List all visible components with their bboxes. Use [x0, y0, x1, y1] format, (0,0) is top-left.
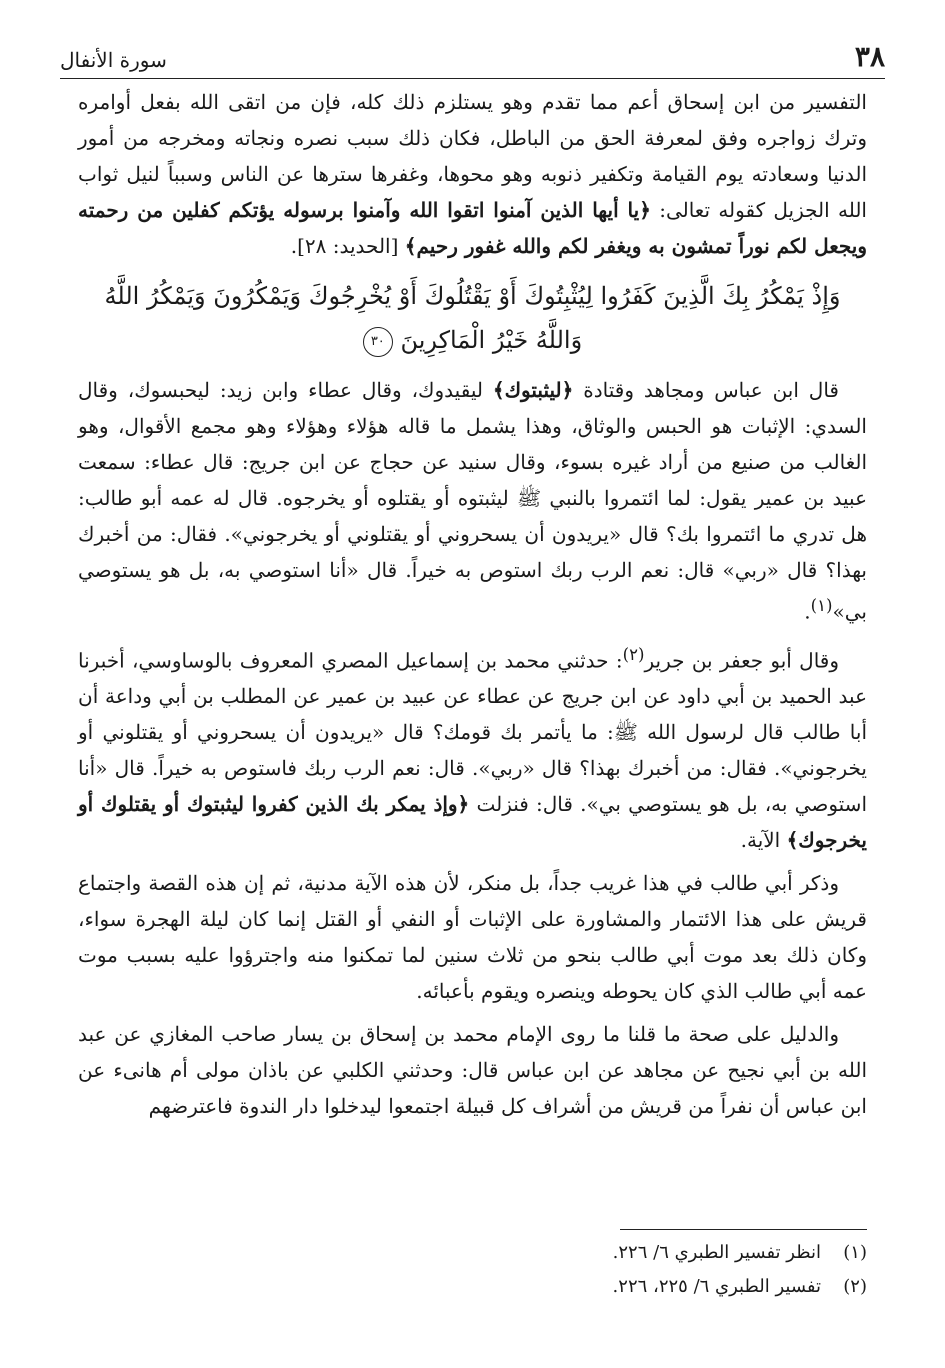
footnote-number: (١): [843, 1242, 867, 1263]
paragraph-3-end: الآية.: [740, 828, 787, 853]
paragraph-1: [78, 84, 867, 264]
quran-verse: [78, 274, 867, 362]
footnote-text: انظر تفسير الطبري ٦/ ٢٢٦.: [612, 1242, 821, 1263]
quran-quote: ﴿يا أيها الذين آمنوا اتقوا الله وآمنوا برسوله يؤتكم كفلين من رحمته ويجعل لكم نوراً تمشون به ويغفر لكم والله غفور رحيم﴾: [78, 198, 867, 258]
main-text: [78, 84, 867, 1131]
footnote-ref-2: (٢): [622, 644, 645, 664]
footnote-text: تفسير الطبري ٦/ ٢٢٥، ٢٢٦.: [612, 1276, 821, 1297]
surah-title: سورة الأنفال: [60, 48, 167, 72]
paragraph-4: وذكر أبي طالب في هذا غريب جداً، بل منكر، لأن هذه الآية مدنية، ثم إن هذه القصة واجتماع قريش على هذا الائتمار والمشاورة على الإثبات أو النفي أو القتل إنما كان ليلة الهجرة سواء، وكان ذلك بعد موت أبي طالب بنحو من ثلاث سنين لما تمكنوا منه واجترؤوا عليه بسبب موت عمه أبي طالب الذي كان يحوطه وينصره ويقوم بأعبائه.: [78, 871, 867, 1004]
footnote-item: [78, 1236, 867, 1270]
paragraph-5: والدليل على صحة ما قلنا ما روى الإمام محمد بن إسحاق بن يسار صاحب المغازي عن عبد الله بن أبي نجيح عن مجاهد عن ابن عباس قال: وحدثني الكلبي عن باذان مولى أم هانىء عن ابن عباس أن نفراً من قريش من أشراف كل قبيلة اجتمعوا ليدخلوا دار الندوة فاعترضهم: [78, 1022, 867, 1119]
quran-reference: [الحديد: ٢٨].: [290, 234, 405, 258]
footnotes: [78, 1236, 867, 1304]
quran-quote: ﴿وإذ يمكر بك الذين كفروا ليثبتوك أو يقتلوك أو يخرجوك﴾: [78, 792, 867, 853]
footnote-ref-1: (١): [810, 596, 833, 615]
verse-number-marker: ٣٠: [363, 327, 393, 357]
paragraph-2-end: .: [804, 599, 811, 624]
paragraph-2: [78, 372, 867, 630]
paragraph-3-text-a: وقال أبو جعفر بن جرير: [644, 648, 840, 673]
paragraph-1-text: التفسير من ابن إسحاق أعم مما تقدم وهو يستلزم ذلك كله، فإن من اتقى الله بفعل أوامره وترك زواجره وفق لمعرفة الحق من الباطل، فكان ذلك سبب نصره ونجاته ومخرجه من أمور الدنيا وسعادته يوم القيامة وتكفير ذنوبه وهو محوها، وغفرها سترها عن الناس وسبباً لنيل ثواب الله الجزيل كقوله تعالى:: [78, 90, 867, 222]
paragraph-3-text-b: : حدثني محمد بن إسماعيل المصري المعروف بالوساوسي، أخبرنا عبد الحميد بن أبي داود عن ابن جريج عن عطاء عن عبيد بن عمير عن المطلب بن أبي وداعة أن أبا طالب قال لرسول الله ﷺ: ما يأتمر بك قومك؟ قال «يريدون أن يسحروني أو يقتلوني أو يخرجوني». فقال: من أخبرك بهذا؟ قال «ربي». قال: نعم الرب ربك فاستوص به خيراً. قال «أنا استوصي به، بل هو يستوصي بي». قال: فنزلت: [78, 648, 867, 817]
footnote-item: [78, 1270, 867, 1304]
page-header: [60, 42, 885, 82]
paragraph-2-text-a: قال ابن عباس ومجاهد وقتادة: [573, 378, 839, 402]
quran-quote: ﴿ليثبتوك﴾: [492, 378, 574, 402]
paragraph-2-text-b: ليقيدوك، وقال عطاء وابن زيد: ليحبسوك، وقال السدي: الإثبات هو الحبس والوثاق، وهذا يشمل ما قاله هؤلاء وهؤلاء وهو مجمع الأقوال، وهو الغالب من صنيع من أراد غيره بسوء، وقال سنيد عن حجاج عن ابن جريج: قال عطاء: سمعت عبيد بن عمير يقول: لما ائتمروا بالنبي ﷺ ليثبتوه أو يقتلوه أو يخرجوه. قال له عمه أبو طالب: هل تدري ما ائتمروا بك؟ قال «يريدون أن يسحروني أو يقتلوني أو يخرجوني». فقال: من أخبرك بهذا؟ قال «ربي» قال: نعم الرب ربك استوص به خيراً. قال «أنا استوصي به، بل هو يستوصي بي»: [78, 378, 868, 624]
page-number: ٣٨: [854, 40, 885, 73]
header-rule: [60, 78, 885, 79]
footnote-number: (٢): [843, 1276, 867, 1297]
verse-text: وَإِذْ يَمْكُرُ بِكَ الَّذِينَ كَفَرُوا لِيُثْبِتُوكَ أَوْ يَقْتُلُوكَ أَوْ يُخْرِجُوكَ وَيَمْكُرُونَ وَيَمْكُرُ اللَّهُ وَاللَّهُ خَيْرُ الْمَاكِرِينَ: [104, 282, 841, 354]
footnote-rule: [620, 1229, 867, 1230]
paragraph-3: [78, 637, 867, 859]
